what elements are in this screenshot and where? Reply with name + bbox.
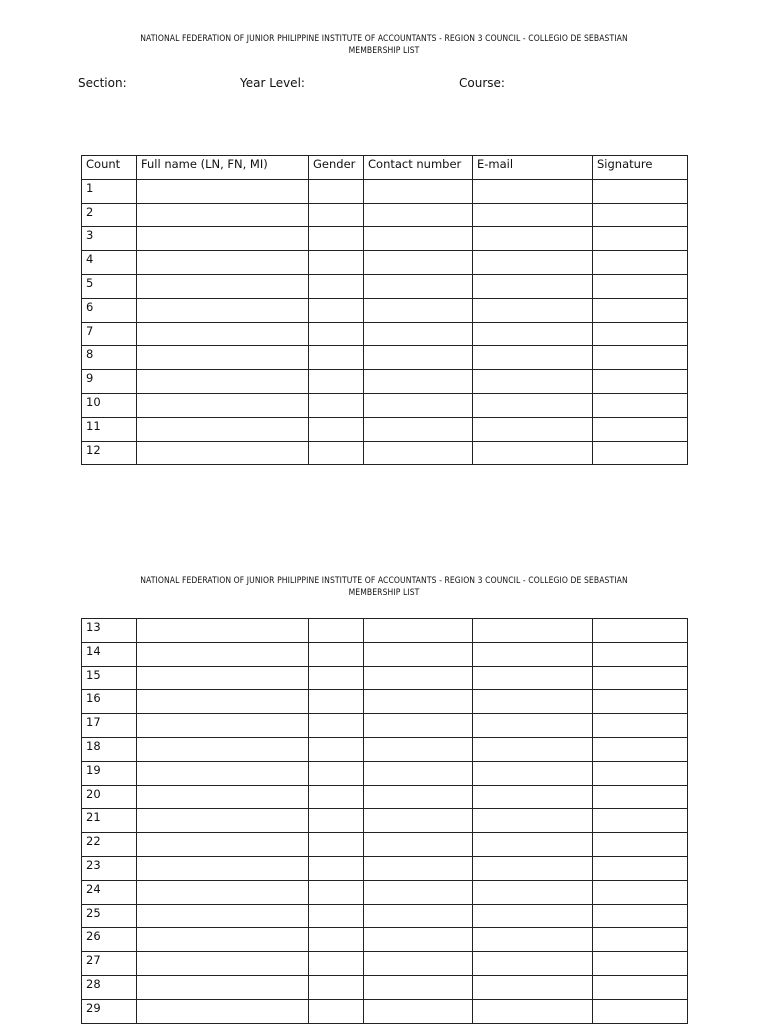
- count-cell: 17: [82, 714, 137, 738]
- document-header-top: [0, 33, 768, 57]
- email-cell[interactable]: [473, 999, 593, 1023]
- section-label: Section:: [78, 76, 127, 90]
- signature-cell[interactable]: [593, 666, 688, 690]
- signature-cell[interactable]: [593, 346, 688, 370]
- full-name-cell[interactable]: [137, 370, 309, 394]
- count-cell: 20: [82, 785, 137, 809]
- count-cell: 1: [82, 179, 137, 203]
- signature-cell[interactable]: [593, 952, 688, 976]
- count-cell: 5: [82, 274, 137, 298]
- gender-cell[interactable]: [309, 179, 364, 203]
- email-cell[interactable]: [473, 928, 593, 952]
- gender-cell[interactable]: [309, 761, 364, 785]
- full-name-cell[interactable]: [137, 417, 309, 441]
- signature-cell[interactable]: [593, 856, 688, 880]
- full-name-cell[interactable]: [137, 666, 309, 690]
- signature-cell[interactable]: [593, 904, 688, 928]
- table-row: [82, 666, 688, 690]
- signature-cell[interactable]: [593, 690, 688, 714]
- email-cell[interactable]: [473, 393, 593, 417]
- organization-title: NATIONAL FEDERATION OF JUNIOR PHILIPPINE INSTITUTE OF ACCOUNTANTS - REGION 3 COUNCIL - COLLEGIO DE SEBASTIAN: [140, 576, 628, 586]
- count-cell: 7: [82, 322, 137, 346]
- contact-number-cell[interactable]: [364, 690, 473, 714]
- gender-cell[interactable]: [309, 880, 364, 904]
- full-name-cell[interactable]: [137, 393, 309, 417]
- contact-number-cell[interactable]: [364, 975, 473, 999]
- contact-number-cell[interactable]: [364, 642, 473, 666]
- table-row: [82, 737, 688, 761]
- count-cell: 12: [82, 441, 137, 465]
- gender-cell[interactable]: [309, 690, 364, 714]
- gender-cell[interactable]: [309, 227, 364, 251]
- gender-cell[interactable]: [309, 809, 364, 833]
- list-title: MEMBERSHIP LIST: [348, 588, 420, 598]
- signature-cell[interactable]: [593, 761, 688, 785]
- full-name-cell[interactable]: [137, 785, 309, 809]
- gender-cell[interactable]: [309, 642, 364, 666]
- table-row: [82, 417, 688, 441]
- email-cell[interactable]: [473, 203, 593, 227]
- signature-cell[interactable]: [593, 833, 688, 857]
- gender-cell[interactable]: [309, 619, 364, 643]
- signature-cell[interactable]: [593, 393, 688, 417]
- full-name-cell[interactable]: [137, 251, 309, 275]
- gender-cell[interactable]: [309, 975, 364, 999]
- table-row: [82, 904, 688, 928]
- contact-number-cell[interactable]: [364, 833, 473, 857]
- count-cell: 9: [82, 370, 137, 394]
- count-cell: 24: [82, 880, 137, 904]
- table-row: [82, 227, 688, 251]
- gender-cell[interactable]: [309, 393, 364, 417]
- full-name-cell[interactable]: [137, 274, 309, 298]
- table-row: [82, 370, 688, 394]
- membership-table-page1: [81, 155, 688, 465]
- table-row: [82, 928, 688, 952]
- table-row: [82, 322, 688, 346]
- table-row: [82, 809, 688, 833]
- table-row: [82, 298, 688, 322]
- signature-cell[interactable]: [593, 809, 688, 833]
- count-cell: 11: [82, 417, 137, 441]
- count-cell: 22: [82, 833, 137, 857]
- email-cell[interactable]: [473, 952, 593, 976]
- signature-cell[interactable]: [593, 714, 688, 738]
- count-cell: 19: [82, 761, 137, 785]
- contact-number-cell[interactable]: [364, 952, 473, 976]
- email-cell[interactable]: [473, 975, 593, 999]
- signature-cell[interactable]: [593, 975, 688, 999]
- signature-cell[interactable]: [593, 642, 688, 666]
- contact-number-cell[interactable]: [364, 714, 473, 738]
- gender-cell[interactable]: [309, 417, 364, 441]
- full-name-cell[interactable]: [137, 833, 309, 857]
- table-row: [82, 393, 688, 417]
- full-name-cell[interactable]: [137, 952, 309, 976]
- table-row: [82, 179, 688, 203]
- column-header-count: Count: [82, 156, 137, 180]
- signature-cell[interactable]: [593, 619, 688, 643]
- gender-cell[interactable]: [309, 714, 364, 738]
- gender-cell[interactable]: [309, 322, 364, 346]
- document-header-bottom: [0, 575, 768, 599]
- email-cell[interactable]: [473, 346, 593, 370]
- signature-cell[interactable]: [593, 737, 688, 761]
- email-cell[interactable]: [473, 904, 593, 928]
- signature-cell[interactable]: [593, 880, 688, 904]
- email-cell[interactable]: [473, 666, 593, 690]
- email-cell[interactable]: [473, 761, 593, 785]
- count-cell: 6: [82, 298, 137, 322]
- count-cell: 26: [82, 928, 137, 952]
- contact-number-cell[interactable]: [364, 809, 473, 833]
- full-name-cell[interactable]: [137, 975, 309, 999]
- signature-cell[interactable]: [593, 928, 688, 952]
- full-name-cell[interactable]: [137, 179, 309, 203]
- column-header-gender: Gender: [309, 156, 364, 180]
- count-cell: 25: [82, 904, 137, 928]
- contact-number-cell[interactable]: [364, 928, 473, 952]
- course-label: Course:: [459, 76, 505, 90]
- table-row: [82, 642, 688, 666]
- gender-cell[interactable]: [309, 928, 364, 952]
- contact-number-cell[interactable]: [364, 227, 473, 251]
- count-cell: 21: [82, 809, 137, 833]
- signature-cell[interactable]: [593, 298, 688, 322]
- email-cell[interactable]: [473, 274, 593, 298]
- email-cell[interactable]: [473, 251, 593, 275]
- email-cell[interactable]: [473, 227, 593, 251]
- full-name-cell[interactable]: [137, 904, 309, 928]
- signature-cell[interactable]: [593, 274, 688, 298]
- contact-number-cell[interactable]: [364, 417, 473, 441]
- contact-number-cell[interactable]: [364, 999, 473, 1023]
- contact-number-cell[interactable]: [364, 441, 473, 465]
- table-row: [82, 975, 688, 999]
- email-cell[interactable]: [473, 322, 593, 346]
- full-name-cell[interactable]: [137, 880, 309, 904]
- email-cell[interactable]: [473, 856, 593, 880]
- contact-number-cell[interactable]: [364, 203, 473, 227]
- gender-cell[interactable]: [309, 441, 364, 465]
- email-cell[interactable]: [473, 417, 593, 441]
- gender-cell[interactable]: [309, 346, 364, 370]
- contact-number-cell[interactable]: [364, 393, 473, 417]
- contact-number-cell[interactable]: [364, 666, 473, 690]
- count-cell: 4: [82, 251, 137, 275]
- gender-cell[interactable]: [309, 666, 364, 690]
- count-cell: 23: [82, 856, 137, 880]
- contact-number-cell[interactable]: [364, 856, 473, 880]
- contact-number-cell[interactable]: [364, 370, 473, 394]
- count-cell: 8: [82, 346, 137, 370]
- table-row: [82, 251, 688, 275]
- list-title: MEMBERSHIP LIST: [348, 46, 420, 56]
- email-cell[interactable]: [473, 714, 593, 738]
- contact-number-cell[interactable]: [364, 785, 473, 809]
- table-row: [82, 274, 688, 298]
- signature-cell[interactable]: [593, 179, 688, 203]
- count-cell: 14: [82, 642, 137, 666]
- count-cell: 2: [82, 203, 137, 227]
- email-cell[interactable]: [473, 370, 593, 394]
- full-name-cell[interactable]: [137, 298, 309, 322]
- contact-number-cell[interactable]: [364, 179, 473, 203]
- contact-number-cell[interactable]: [364, 904, 473, 928]
- email-cell[interactable]: [473, 642, 593, 666]
- signature-cell[interactable]: [593, 785, 688, 809]
- info-fields: [0, 76, 768, 92]
- table-row: [82, 690, 688, 714]
- full-name-cell[interactable]: [137, 928, 309, 952]
- table-row: [82, 714, 688, 738]
- contact-number-cell[interactable]: [364, 880, 473, 904]
- count-cell: 18: [82, 737, 137, 761]
- email-cell[interactable]: [473, 737, 593, 761]
- signature-cell[interactable]: [593, 227, 688, 251]
- full-name-cell[interactable]: [137, 690, 309, 714]
- table-row: [82, 880, 688, 904]
- gender-cell[interactable]: [309, 203, 364, 227]
- contact-number-cell[interactable]: [364, 298, 473, 322]
- table-row: [82, 346, 688, 370]
- signature-cell[interactable]: [593, 441, 688, 465]
- full-name-cell[interactable]: [137, 856, 309, 880]
- email-cell[interactable]: [473, 785, 593, 809]
- full-name-cell[interactable]: [137, 227, 309, 251]
- contact-number-cell[interactable]: [364, 251, 473, 275]
- gender-cell[interactable]: [309, 274, 364, 298]
- count-cell: 29: [82, 999, 137, 1023]
- full-name-cell[interactable]: [137, 619, 309, 643]
- full-name-cell[interactable]: [137, 714, 309, 738]
- full-name-cell[interactable]: [137, 203, 309, 227]
- column-header-email: E-mail: [473, 156, 593, 180]
- column-header-signature: Signature: [593, 156, 688, 180]
- email-cell[interactable]: [473, 441, 593, 465]
- gender-cell[interactable]: [309, 370, 364, 394]
- count-cell: 13: [82, 619, 137, 643]
- table-row: [82, 952, 688, 976]
- full-name-cell[interactable]: [137, 441, 309, 465]
- email-cell[interactable]: [473, 833, 593, 857]
- signature-cell[interactable]: [593, 999, 688, 1023]
- table-row: [82, 441, 688, 465]
- full-name-cell[interactable]: [137, 809, 309, 833]
- table-row: [82, 619, 688, 643]
- gender-cell[interactable]: [309, 251, 364, 275]
- table-row: [82, 856, 688, 880]
- column-header-contact-number: Contact number: [364, 156, 473, 180]
- contact-number-cell[interactable]: [364, 346, 473, 370]
- signature-cell[interactable]: [593, 251, 688, 275]
- table-row: [82, 999, 688, 1023]
- contact-number-cell[interactable]: [364, 761, 473, 785]
- gender-cell[interactable]: [309, 833, 364, 857]
- full-name-cell[interactable]: [137, 999, 309, 1023]
- gender-cell[interactable]: [309, 856, 364, 880]
- signature-cell[interactable]: [593, 370, 688, 394]
- gender-cell[interactable]: [309, 737, 364, 761]
- count-cell: 28: [82, 975, 137, 999]
- full-name-cell[interactable]: [137, 322, 309, 346]
- table-row: [82, 833, 688, 857]
- full-name-cell[interactable]: [137, 642, 309, 666]
- table-header-row: [82, 156, 688, 180]
- table-row: [82, 761, 688, 785]
- count-cell: 16: [82, 690, 137, 714]
- count-cell: 3: [82, 227, 137, 251]
- table-row: [82, 203, 688, 227]
- full-name-cell[interactable]: [137, 346, 309, 370]
- year-level-label: Year Level:: [240, 76, 305, 90]
- email-cell[interactable]: [473, 619, 593, 643]
- gender-cell[interactable]: [309, 904, 364, 928]
- email-cell[interactable]: [473, 298, 593, 322]
- membership-table-page2: [81, 618, 688, 1024]
- column-header-full-name: Full name (LN, FN, MI): [137, 156, 309, 180]
- organization-title: NATIONAL FEDERATION OF JUNIOR PHILIPPINE INSTITUTE OF ACCOUNTANTS - REGION 3 COUNCIL - COLLEGIO DE SEBASTIAN: [140, 34, 628, 44]
- signature-cell[interactable]: [593, 417, 688, 441]
- contact-number-cell[interactable]: [364, 274, 473, 298]
- contact-number-cell[interactable]: [364, 322, 473, 346]
- table-row: [82, 785, 688, 809]
- gender-cell[interactable]: [309, 999, 364, 1023]
- count-cell: 15: [82, 666, 137, 690]
- count-cell: 27: [82, 952, 137, 976]
- contact-number-cell[interactable]: [364, 737, 473, 761]
- email-cell[interactable]: [473, 690, 593, 714]
- full-name-cell[interactable]: [137, 737, 309, 761]
- signature-cell[interactable]: [593, 203, 688, 227]
- email-cell[interactable]: [473, 179, 593, 203]
- signature-cell[interactable]: [593, 322, 688, 346]
- email-cell[interactable]: [473, 809, 593, 833]
- contact-number-cell[interactable]: [364, 619, 473, 643]
- email-cell[interactable]: [473, 880, 593, 904]
- gender-cell[interactable]: [309, 952, 364, 976]
- count-cell: 10: [82, 393, 137, 417]
- gender-cell[interactable]: [309, 298, 364, 322]
- full-name-cell[interactable]: [137, 761, 309, 785]
- gender-cell[interactable]: [309, 785, 364, 809]
